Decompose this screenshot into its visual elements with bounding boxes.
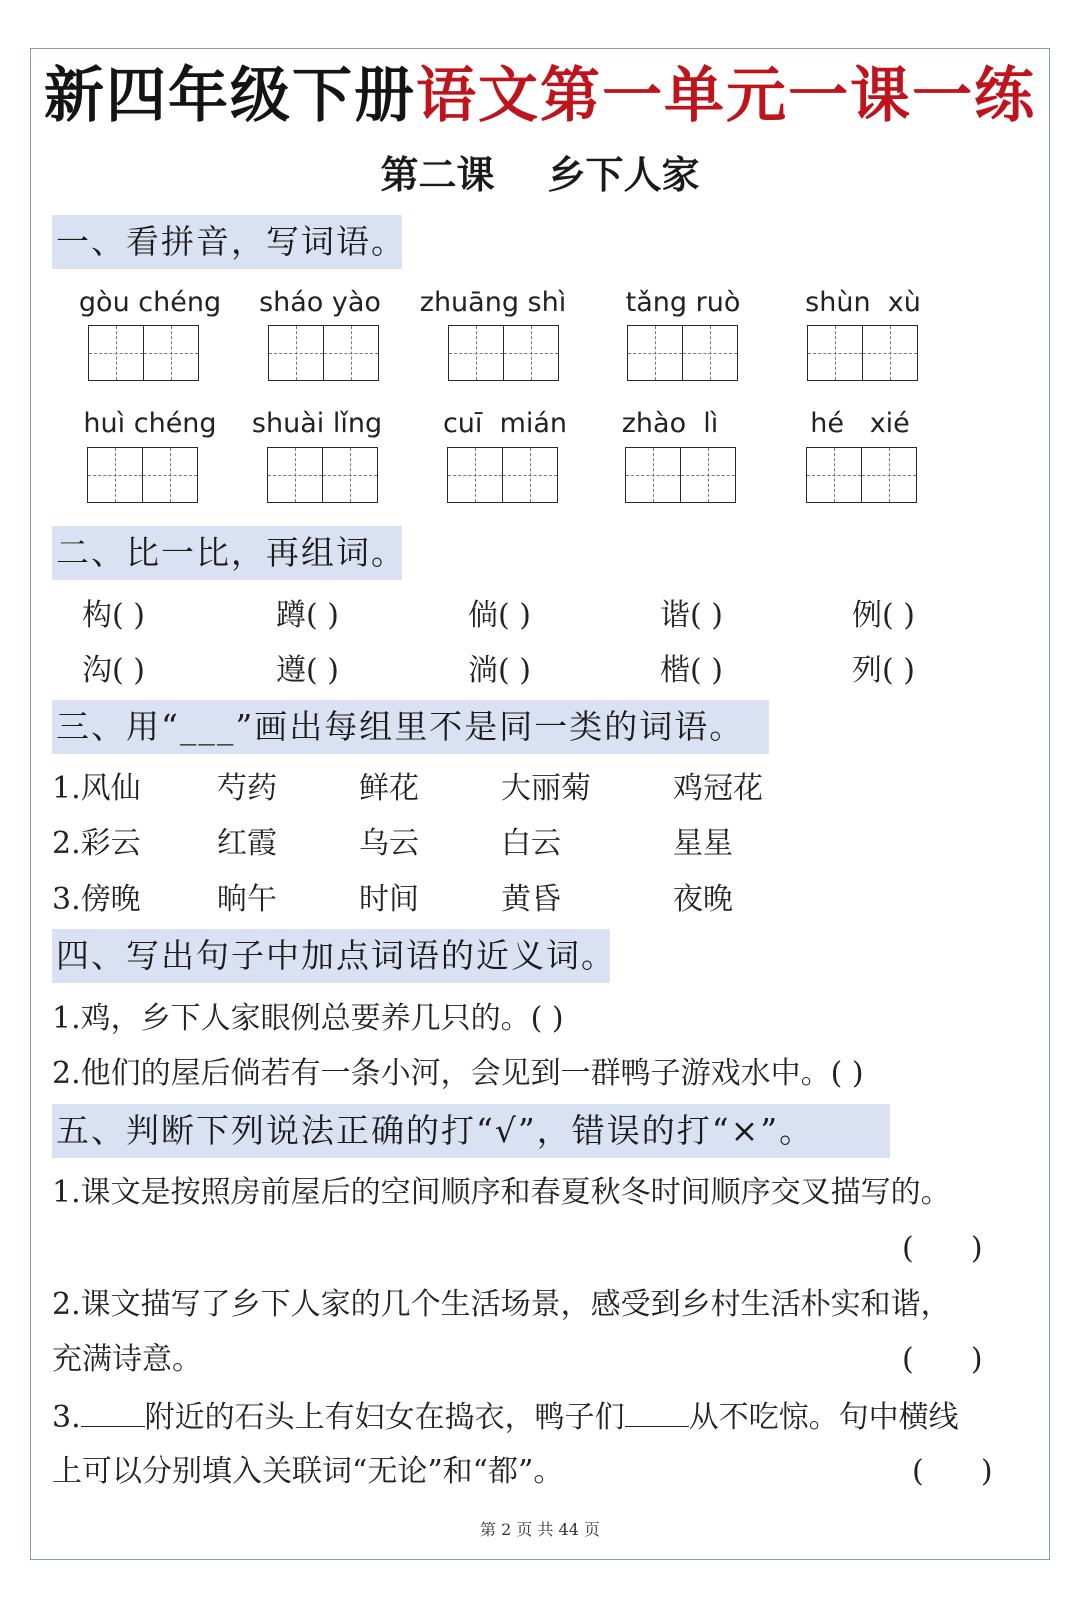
writing-grid[interactable] <box>268 325 377 381</box>
answer-paren[interactable]: ( ) <box>902 1231 983 1266</box>
pinyin-label: shùn xù <box>805 287 921 318</box>
writing-grid[interactable] <box>807 325 916 381</box>
pinyin-label: zhuāng shì <box>419 287 567 318</box>
writing-grid[interactable] <box>625 447 734 503</box>
compare-item: 沟( ) <box>82 653 145 688</box>
q3-part: 附近的石头上有妇女在捣衣，鸭子们 <box>144 1400 625 1435</box>
q3-part: 从不吃惊。句中横线 <box>688 1400 959 1435</box>
q3-num: 3. <box>52 1400 81 1435</box>
writing-grid[interactable] <box>87 447 196 503</box>
compare-item: 淌( ) <box>468 653 531 688</box>
section-5-heading: 五、判断下列说法正确的打“√”，错误的打“×”。 <box>52 1104 890 1158</box>
judge-question-2-cont: 充满诗意。 <box>52 1342 202 1377</box>
judge-question-3 <box>52 1396 959 1438</box>
title-red: 语文第一单元一课一练 <box>416 61 1036 131</box>
group-word: 晌午 <box>217 882 277 917</box>
group-word: 乌云 <box>359 826 419 861</box>
compare-item: 例( ) <box>852 598 915 633</box>
answer-paren[interactable]: ( ) <box>912 1454 993 1489</box>
page-title <box>30 56 1050 136</box>
group-word: 3.傍晚 <box>52 882 141 917</box>
page-footer: 第 2 页 共 44 页 <box>480 1520 600 1539</box>
group-word: 鸡冠花 <box>673 771 763 806</box>
section-1-heading: 一、看拼音，写词语。 <box>52 215 402 269</box>
group-word: 2.彩云 <box>52 826 141 861</box>
pinyin-label: sháo yào <box>259 287 381 318</box>
synonym-question: 1.鸡，乡下人家眼例总要养几只的。( ) <box>52 1001 564 1036</box>
group-word: 时间 <box>359 882 419 917</box>
pinyin-label: huì chéng <box>83 408 217 439</box>
group-word: 黄昏 <box>501 882 561 917</box>
compare-item: 倘( ) <box>468 598 531 633</box>
compare-item: 遵( ) <box>276 653 339 688</box>
compare-item: 蹲( ) <box>276 598 339 633</box>
writing-grid[interactable] <box>447 447 556 503</box>
fill-blank[interactable] <box>81 1396 145 1427</box>
writing-grid[interactable] <box>806 447 915 503</box>
group-word: 芍药 <box>217 771 277 806</box>
fill-blank[interactable] <box>625 1396 689 1427</box>
group-word: 大丽菊 <box>501 771 591 806</box>
writing-grid[interactable] <box>448 325 557 381</box>
pinyin-label: shuài lǐng <box>251 408 383 439</box>
pinyin-label: tǎng ruò <box>625 287 741 318</box>
answer-paren[interactable]: ( ) <box>902 1342 983 1377</box>
judge-question-3-cont: 上可以分别填入关联词“无论”和“都”。 <box>52 1454 564 1489</box>
pinyin-label: cuī mián <box>442 408 568 439</box>
judge-question-2: 2.课文描写了乡下人家的几个生活场景，感受到乡村生活朴实和谐， <box>52 1287 951 1322</box>
section-3-heading: 三、用“___”画出每组里不是同一类的词语。 <box>52 700 769 754</box>
pinyin-label: zhào lì <box>621 408 719 439</box>
pinyin-label: hé xié <box>810 408 910 439</box>
compare-item: 谐( ) <box>660 598 723 633</box>
writing-grid[interactable] <box>267 447 376 503</box>
group-word: 星星 <box>673 826 733 861</box>
group-word: 鲜花 <box>359 771 419 806</box>
section-2-heading: 二、比一比，再组词。 <box>52 526 402 580</box>
compare-item: 楷( ) <box>660 653 723 688</box>
group-word: 夜晚 <box>673 882 733 917</box>
title-black: 新四年级下册 <box>44 61 416 131</box>
pinyin-label: gòu chéng <box>78 287 222 318</box>
group-word: 红霞 <box>217 826 277 861</box>
judge-question-1: 1.课文是按照房前屋后的空间顺序和春夏秋冬时间顺序交叉描写的。 <box>52 1175 951 1210</box>
section-4-heading: 四、写出句子中加点词语的近义词。 <box>52 929 610 983</box>
writing-grid[interactable] <box>627 325 736 381</box>
writing-grid[interactable] <box>88 325 197 381</box>
group-word: 1.风仙 <box>52 771 141 806</box>
lesson-title: 第二课 乡下人家 <box>380 152 700 197</box>
synonym-question: 2.他们的屋后倘若有一条小河，会见到一群鸭子游戏水中。( ) <box>52 1056 864 1091</box>
compare-item: 构( ) <box>82 598 145 633</box>
group-word: 白云 <box>501 826 561 861</box>
compare-item: 列( ) <box>852 653 915 688</box>
